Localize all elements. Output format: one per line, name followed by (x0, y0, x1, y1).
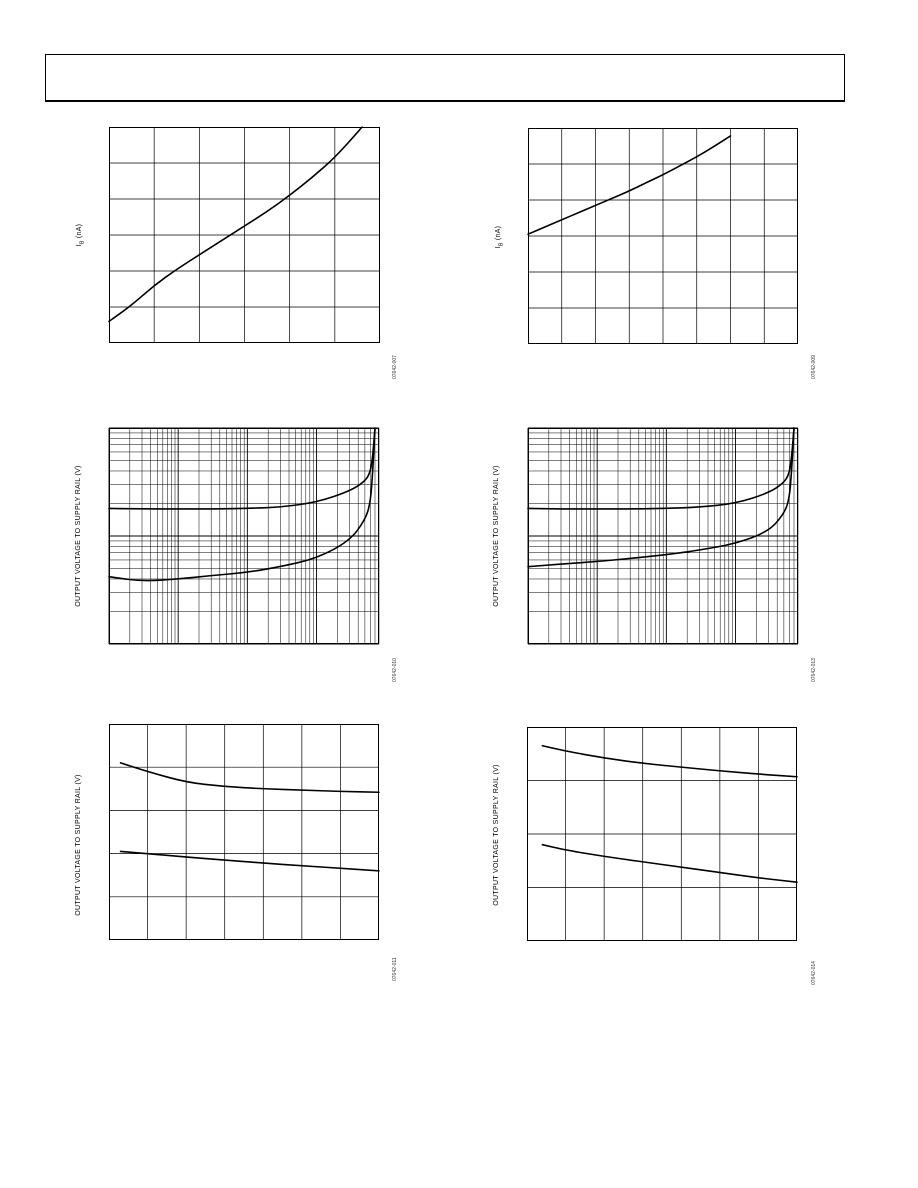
ib-vs-voltage-chart-right (528, 128, 798, 344)
grid-lines (109, 428, 379, 644)
chart-2-ylabel-sub: B (498, 242, 505, 247)
plot-frame (110, 725, 379, 940)
chart-1-ylabel-main: I (76, 244, 83, 247)
series-line-1 (528, 428, 794, 509)
output-voltage-vs-temperature-chart-left (109, 724, 379, 940)
chart-6-ylabel: OUTPUT VOLTAGE TO SUPPLY RAIL (V) (493, 764, 500, 906)
chart-2-figure-id: 07642-009 (811, 355, 817, 379)
chart-5-ylabel: OUTPUT VOLTAGE TO SUPPLY RAIL (V) (75, 774, 82, 916)
chart-4-figure-id: 07642-013 (811, 658, 817, 682)
grid-lines (528, 128, 798, 344)
chart-3-ylabel: OUTPUT VOLTAGE TO SUPPLY RAIL (V) (75, 465, 82, 607)
output-voltage-vs-temperature-chart-right (527, 727, 797, 941)
series-line-1 (542, 746, 797, 777)
grid-lines (109, 724, 379, 940)
page-header-box (45, 54, 845, 102)
series-line-2 (109, 428, 375, 581)
grid-lines (527, 727, 797, 941)
chart-5-figure-id: 07642-011 (392, 957, 398, 981)
chart-1-ylabel-unit: (nA) (76, 223, 83, 241)
chart-1-figure-id: 07642-007 (392, 355, 398, 379)
chart-1-ylabel-sub: B (79, 240, 86, 245)
series-line-2 (542, 845, 797, 882)
chart-4-ylabel: OUTPUT VOLTAGE TO SUPPLY RAIL (V) (493, 465, 500, 607)
chart-2-ylabel (495, 202, 505, 272)
chart-6-figure-id: 07642-014 (811, 961, 817, 985)
series-line-1 (109, 428, 375, 509)
output-voltage-vs-load-chart-left (109, 428, 379, 644)
chart-2-ylabel-main: I (495, 246, 502, 249)
output-voltage-vs-load-chart-right (528, 428, 798, 644)
chart-1-ylabel (76, 200, 86, 270)
chart-2-ylabel-unit: (nA) (495, 225, 502, 243)
series-line-1 (109, 127, 362, 321)
grid-lines (109, 127, 380, 343)
ib-vs-voltage-chart-left (109, 127, 380, 343)
chart-3-figure-id: 07642-010 (392, 658, 398, 682)
